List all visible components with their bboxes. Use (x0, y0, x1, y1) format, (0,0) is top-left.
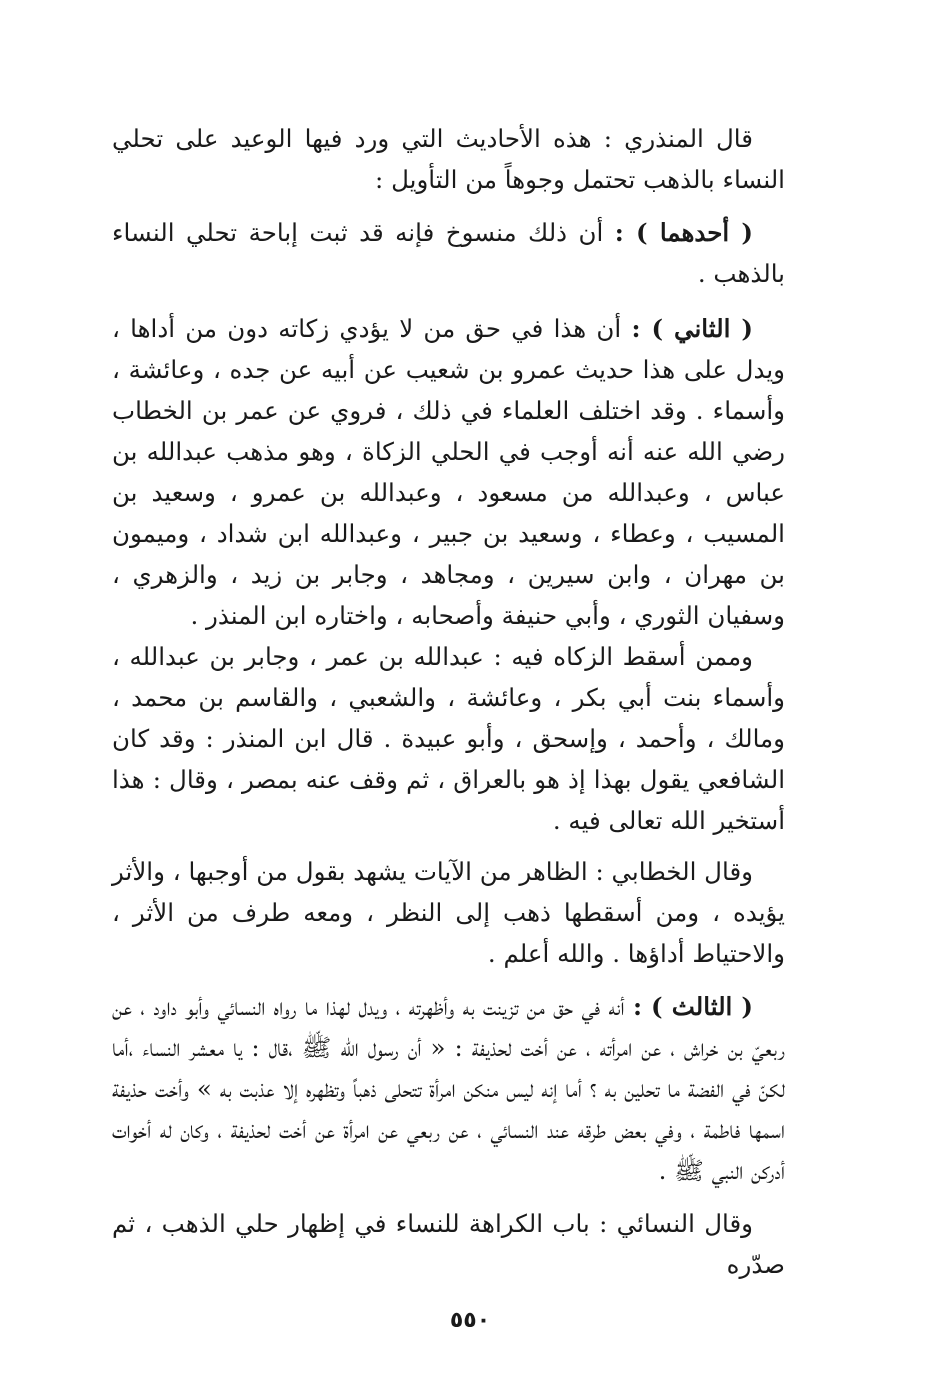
intro-paragraph: قال المنذري : هذه الأحاديث التي ورد فيها الوعيد على تحلي النساء بالذهب تحتمل وجوهاً من التأويل : (112, 124, 785, 194)
third-interpretation-paragraph (112, 986, 785, 1191)
first-interpretation-heading: ( أحدهما ) : (614, 218, 753, 247)
body-text (112, 118, 785, 1285)
second-interpretation-heading: ( الثاني ) : (631, 314, 753, 343)
third-interpretation-text: أنه في حق من تزينت به وأظهرته ، ويدل لهذا ما رواه النسائي وأبو داود ، عن ربعيّ بن خراش ، عن امرأته ، عن أخت لحذيفة : « أن رسول الله ﷺ ،قال : يا معشر النساء ،أما لكنّ في الفضة ما تحلين به ؟ أما إنه ليس منكن امرأة تتحلى ذهباً وتظهره إلا عذبت به » وأخت حذيفة اسمها فاطمة ، وفي بعض طرقه عند النسائي ، عن ربعي عن امرأة عن أخت لحذيفة ، وكان له أخوات أدركن النبي ﷺ . (112, 992, 785, 1185)
second-interpretation-text: أن هذا في حق من لا يؤدي زكاته دون من أداها ، ويدل على هذا حديث عمرو بن شعيب عن أبيه عن جده ، وعائشة ، وأسماء . وقد اختلف العلماء في ذلك ، فروي عن عمر بن الخطاب رضي الله عنه أنه أوجب في الحلي الزكاة ، وهو مذهب عبدالله بن عباس ، وعبدالله من مسعود ، وعبدالله بن عمرو ، وسعيد بن المسيب ، وعطاء ، وسعيد بن جبير ، وعبدالله ابن شداد ، وميمون بن مهران ، وابن سيرين ، ومجاهد ، وجابر بن زيد ، والزهري ، وسفيان الثوري ، وأبي حنيفة وأصحابه ، واختاره ابن المنذر . (112, 314, 785, 630)
first-interpretation-text: أن ذلك منسوخ فإنه قد ثبت إباحة تحلي النساء بالذهب . (112, 218, 785, 288)
page-number: ٥٥٠ (449, 1308, 491, 1333)
zakat-exemption-paragraph: وممن أسقط الزكاه فيه : عبدالله بن عمر ، وجابر بن عبدالله ، وأسماء بنت أبي بكر ، وعائشة ، والشعبي ، والقاسم بن محمد ، ومالك ، وأحمد ، وإسحق ، وأبو عبيدة . قال ابن المنذر : وقد كان الشافعي يقول بهذا إذ هو بالعراق ، ثم وقف عنه بمصر ، وقال : هذا أستخير الله تعالى فيه . (112, 642, 785, 835)
document-page (0, 118, 940, 1333)
second-interpretation-paragraph (112, 308, 785, 636)
khattabi-paragraph: وقال الخطابي : الظاهر من الآيات يشهد بقول من أوجبها ، والأثر يؤيده ، ومن أسقطها ذهب إلى النظر ، ومعه طرف من الأثر ، والاحتياط أداؤها . والله أعلم . (112, 857, 785, 968)
nasai-paragraph: وقال النسائي : باب الكراهة للنساء في إظهار حلي الذهب ، ثم صدّره (112, 1209, 785, 1279)
third-interpretation-heading: ( الثالث ) : (632, 992, 754, 1021)
first-interpretation-paragraph (112, 212, 785, 294)
